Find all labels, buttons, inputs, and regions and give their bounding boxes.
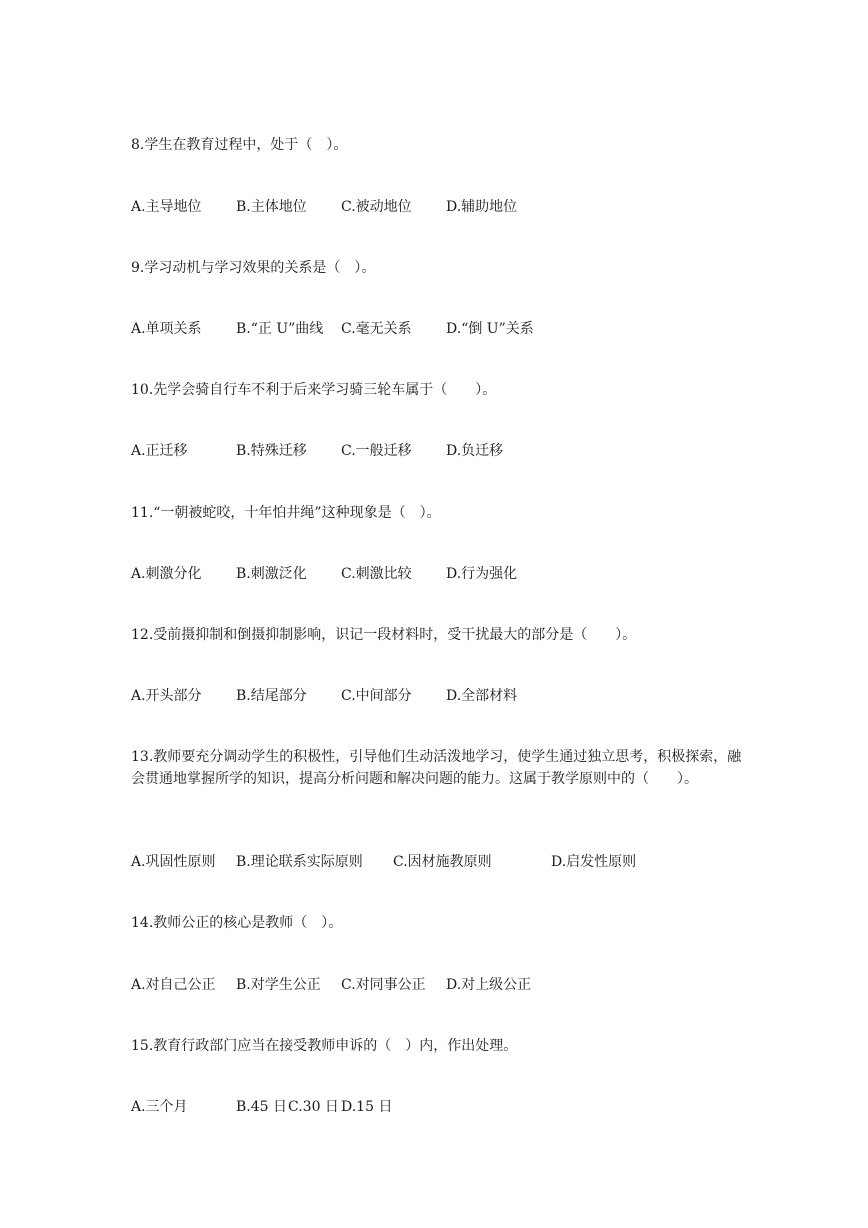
question-8-option-d: D.辅助地位 bbox=[446, 199, 518, 215]
question-11-option-b: B.刺激泛化 bbox=[236, 566, 307, 582]
question-11-option-a: A.刺激分化 bbox=[131, 566, 202, 582]
question-10-option-a: A.正迁移 bbox=[131, 443, 188, 459]
question-9-option-a: A.单项关系 bbox=[131, 321, 202, 337]
question-10-option-d: D.负迁移 bbox=[446, 443, 504, 459]
question-13-option-b: B.理论联系实际原则 bbox=[236, 854, 363, 870]
question-13-option-a: A.巩固性原则 bbox=[131, 854, 216, 870]
question-14-option-a: A.对自己公正 bbox=[131, 977, 216, 993]
question-10-option-c: C.一般迁移 bbox=[341, 443, 412, 459]
question-8-stem: 8.学生在教育过程中，处于（ ）。 bbox=[131, 137, 348, 153]
question-9-option-c: C.毫无关系 bbox=[341, 321, 412, 337]
question-12-option-a: A.开头部分 bbox=[131, 688, 202, 704]
question-14-option-b: B.对学生公正 bbox=[236, 977, 321, 993]
question-15-option-c: C.30 日 bbox=[288, 1099, 339, 1115]
question-11-stem: 11.“一朝被蛇咬，十年怕井绳”这种现象是（ ）。 bbox=[131, 505, 441, 521]
question-13-option-d: D.启发性原则 bbox=[551, 854, 637, 870]
question-14-stem: 14.教师公正的核心是教师（ ）。 bbox=[131, 915, 343, 931]
question-9-stem: 9.学习动机与学习效果的关系是（ ）。 bbox=[131, 260, 376, 276]
question-14-option-d: D.对上级公正 bbox=[446, 977, 532, 993]
question-12-option-d: D.全部材料 bbox=[446, 688, 518, 704]
question-15-option-d: D.15 日 bbox=[341, 1099, 393, 1115]
question-10-option-b: B.特殊迁移 bbox=[236, 443, 307, 459]
question-12-option-b: B.结尾部分 bbox=[236, 688, 307, 704]
question-14-option-c: C.对同事公正 bbox=[341, 977, 426, 993]
question-11-option-d: D.行为强化 bbox=[446, 566, 518, 582]
question-8-option-b: B.主体地位 bbox=[236, 199, 307, 215]
question-13-stem: 13.教师要充分调动学生的积极性，引导他们生动活泼地学习，使学生通过独立思考，积极探索，融会贯通地掌握所学的知识，提高分析问题和解决问题的能力。这属于教学原则中的（ ）。 bbox=[131, 749, 742, 787]
question-9-option-b: B.“正 U”曲线 bbox=[236, 321, 324, 337]
question-15-option-a: A.三个月 bbox=[131, 1099, 188, 1115]
question-8-option-c: C.被动地位 bbox=[341, 199, 412, 215]
question-15-option-b: B.45 日 bbox=[236, 1099, 288, 1115]
question-13-option-c: C.因材施教原则 bbox=[393, 854, 492, 870]
question-11-option-c: C.刺激比较 bbox=[341, 566, 412, 582]
question-9-option-d: D.“倒 U”关系 bbox=[446, 321, 534, 337]
question-10-stem: 10.先学会骑自行车不利于后来学习骑三轮车属于（ ）。 bbox=[131, 382, 497, 398]
question-12-option-c: C.中间部分 bbox=[341, 688, 412, 704]
question-12-stem: 12.受前摄抑制和倒摄抑制影响，识记一段材料时，受干扰最大的部分是（ ）。 bbox=[131, 627, 637, 643]
question-15-stem: 15.教育行政部门应当在接受教师申诉的（ ）内，作出处理。 bbox=[131, 1038, 518, 1054]
question-8-option-a: A.主导地位 bbox=[131, 199, 202, 215]
